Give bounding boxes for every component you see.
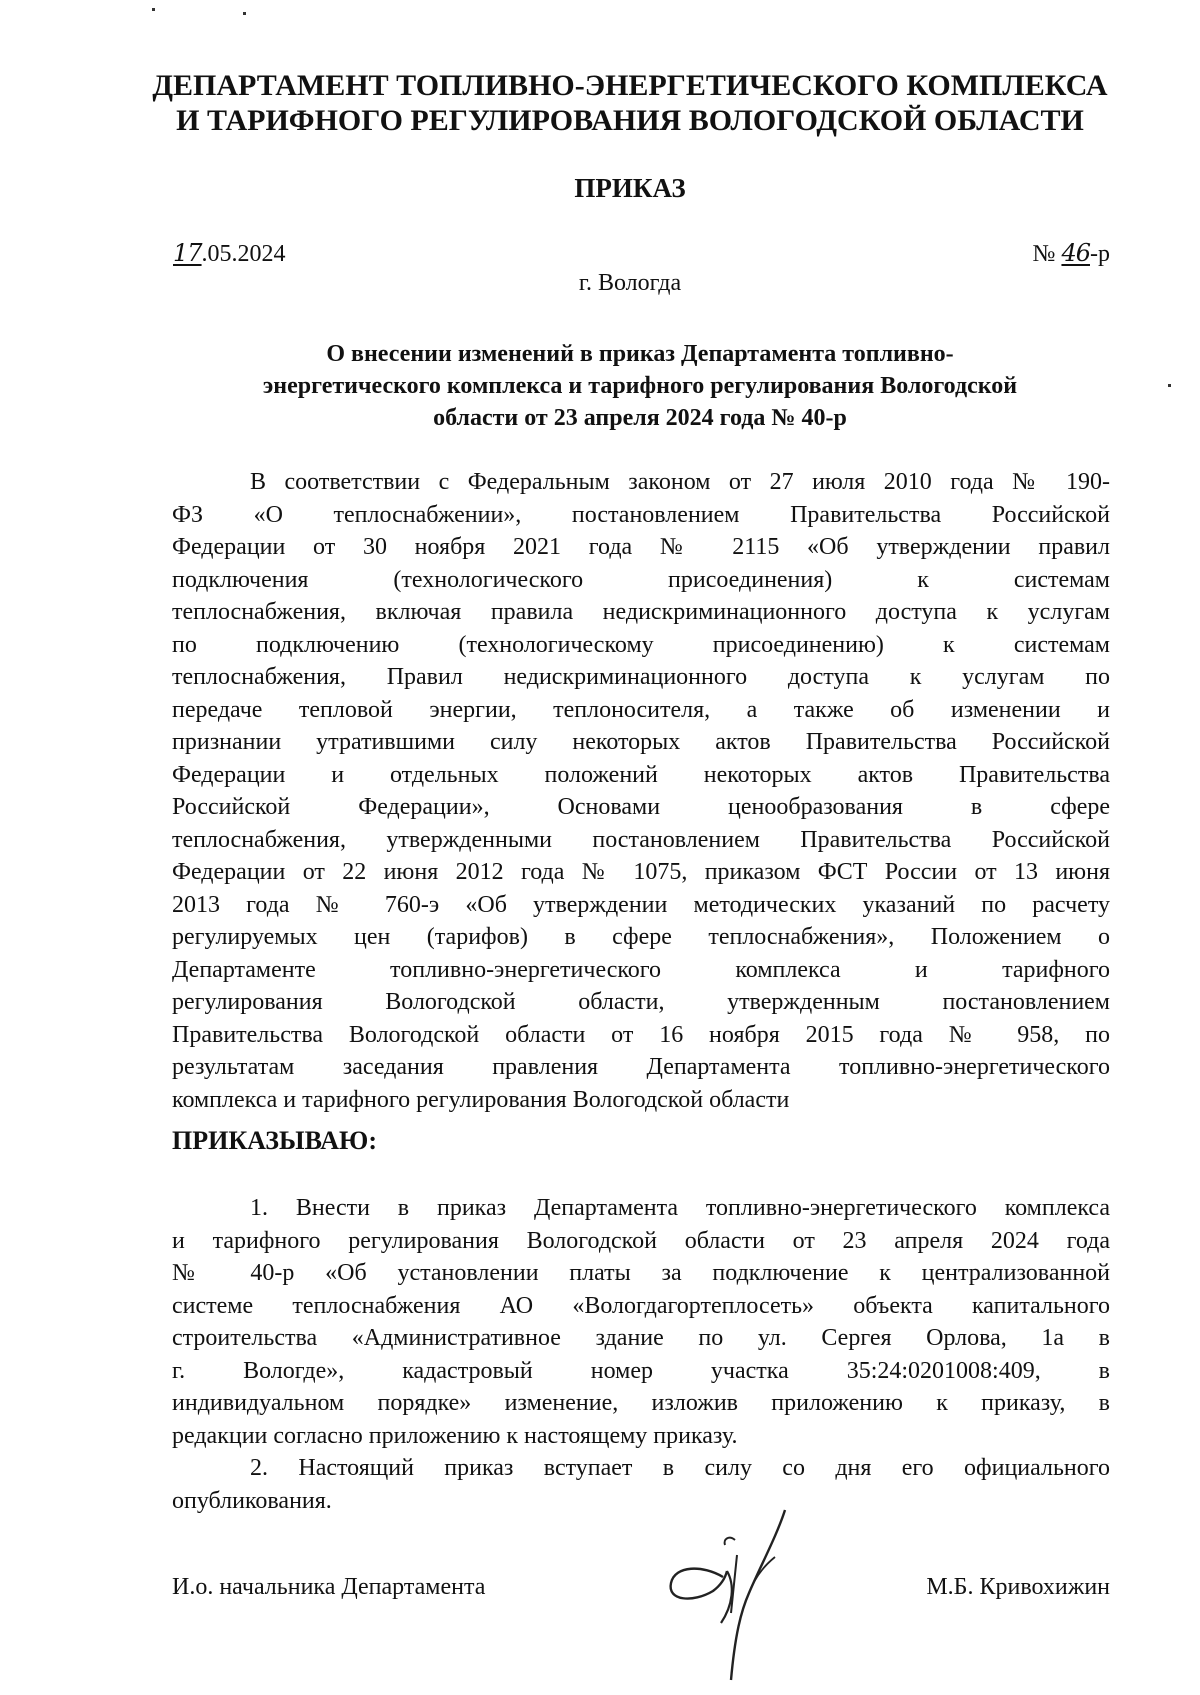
preamble-line: по подключению (технологическому присоединению) к системам	[172, 631, 1110, 658]
subject-line: области от 23 апреля 2024 года № 40-р	[433, 405, 847, 431]
date-month-year: .05.2024	[201, 241, 286, 267]
item-1-line: редакции согласно приложению к настоящему приказу.	[172, 1422, 738, 1449]
document-date	[173, 238, 286, 269]
item-1-line: индивидуальном порядке» изменение, изложив приложению к приказу, в	[172, 1390, 1110, 1416]
department-line: ДЕПАРТАМЕНТ ТОПЛИВНО-ЭНЕРГЕТИЧЕСКОГО КОМПЛЕКСА	[152, 69, 1108, 102]
number-value-handwritten: 46	[1061, 239, 1090, 267]
preamble-line: подключения (технологического присоединения) к системам	[172, 566, 1110, 593]
preamble-line: Правительства Вологодской области от 16 ноября 2015 года № 958, по	[172, 1021, 1110, 1048]
preamble-line: регулируемых цен (тарифов) в сфере теплоснабжения», Положением о	[172, 924, 1110, 950]
subject-line: О внесении изменений в приказ Департамента топливно-	[326, 341, 954, 367]
item-2-line: 2. Настоящий приказ вступает в силу со дня его официального	[250, 1455, 1110, 1481]
scan-speck	[152, 8, 155, 11]
item-1-line: и тарифного регулирования Вологодской области от 23 апреля 2024 года	[172, 1227, 1110, 1254]
preamble-line: В соответствии с Федеральным законом от 27 июля 2010 года № 190-	[250, 469, 1110, 495]
item-1-line: № 40-р «Об установлении платы за подключение к централизованной	[172, 1260, 1110, 1286]
department-name	[150, 68, 1110, 138]
date-day-handwritten: 17	[173, 239, 202, 267]
preamble-line: Департаменте топливно-энергетического комплекса и тарифного	[172, 956, 1110, 983]
preamble-line: теплоснабжения, включая правила недискриминационного доступа к услугам	[172, 599, 1110, 625]
order-word: ПРИКАЗЫВАЮ:	[172, 1126, 377, 1155]
preamble-line: 2013 года № 760-э «Об утверждении методических указаний по расчету	[172, 891, 1110, 918]
department-line: И ТАРИФНОГО РЕГУЛИРОВАНИЯ ВОЛОГОДСКОЙ ОБЛАСТИ	[176, 104, 1084, 137]
item-2-paragraph	[172, 1452, 1110, 1517]
handwritten-signature	[665, 1505, 815, 1685]
item-1-paragraph	[172, 1192, 1110, 1452]
preamble-line: Российской Федерации», Основами ценообразования в сфере	[172, 794, 1110, 820]
number-suffix: -р	[1090, 241, 1110, 267]
item-1-line: г. Вологде», кадастровый номер участка 35:24:0201008:409, в	[172, 1357, 1110, 1384]
preamble-line: передаче тепловой энергии, теплоносителя, а также об изменении и	[172, 696, 1110, 723]
item-1-line: строительства «Административное здание по ул. Сергея Орлова, 1а в	[172, 1325, 1110, 1351]
preamble-paragraph	[172, 466, 1110, 1116]
scan-speck	[243, 12, 246, 15]
document-type: ПРИКАЗ	[574, 173, 686, 203]
preamble-line: результатам заседания правления Департамента топливно-энергетического	[172, 1054, 1110, 1080]
preamble-line: теплоснабжения, Правил недискриминационного доступа к услугам по	[172, 664, 1110, 690]
scan-speck	[1168, 384, 1171, 387]
preamble-line: ФЗ «О теплоснабжении», постановлением Правительства Российской	[172, 501, 1110, 528]
item-1-line: системе теплоснабжения АО «Вологдагортеплосеть» объекта капитального	[172, 1292, 1110, 1319]
preamble-line: Федерации от 30 ноября 2021 года № 2115 «Об утверждении правил	[172, 534, 1110, 560]
subject-line: энергетического комплекса и тарифного регулирования Вологодской	[262, 373, 1018, 399]
document-number	[1033, 238, 1110, 269]
number-prefix: №	[1032, 241, 1062, 267]
preamble-line: теплоснабжения, утвержденными постановлением Правительства Российской	[172, 826, 1110, 853]
signatory-name: М.Б. Кривохижин	[926, 1574, 1110, 1600]
signatory-title: И.о. начальника Департамента	[172, 1574, 486, 1600]
document-subject	[170, 338, 1110, 434]
item-2-line: опубликования.	[172, 1487, 332, 1514]
preamble-line: регулирования Вологодской области, утвержденным постановлением	[172, 989, 1110, 1015]
preamble-line: комплекса и тарифного регулирования Вологодской области	[172, 1086, 790, 1113]
preamble-line: Федерации и отдельных положений некоторых актов Правительства	[172, 761, 1110, 788]
preamble-line: Федерации от 22 июня 2012 года № 1075, приказом ФСТ России от 13 июня	[172, 859, 1110, 885]
city: г. Вологда	[578, 270, 682, 296]
item-1-line: 1. Внести в приказ Департамента топливно-энергетического комплекса	[250, 1195, 1110, 1221]
preamble-line: признании утратившими силу некоторых актов Правительства Российской	[172, 729, 1110, 755]
